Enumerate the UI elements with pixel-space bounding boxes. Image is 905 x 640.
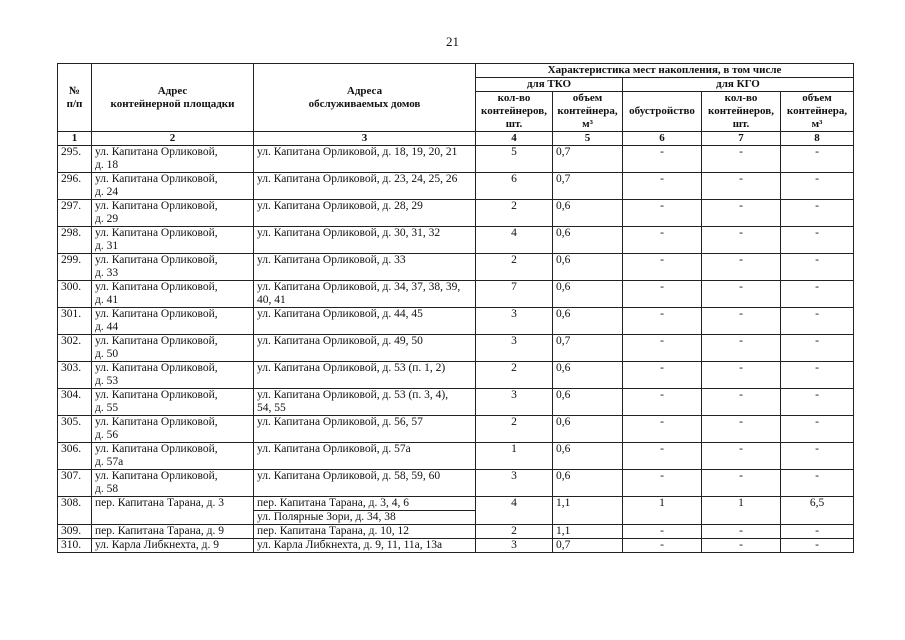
tko-container-volume: 0,6 [553, 362, 623, 389]
arrangement-value: - [623, 470, 702, 497]
site-address: ул. Капитана Орликовой, д. 58 [92, 470, 254, 497]
row-number: 310. [58, 539, 92, 553]
site-address: ул. Капитана Орликовой, д. 29 [92, 200, 254, 227]
kgo-container-count: - [702, 525, 781, 539]
tko-container-volume: 0,7 [553, 539, 623, 553]
arrangement-value: - [623, 416, 702, 443]
tko-container-volume: 1,1 [553, 525, 623, 539]
column-number: 1 [58, 132, 92, 146]
kgo-container-count: - [702, 539, 781, 553]
served-addresses: ул. Капитана Орликовой, д. 33 [254, 254, 476, 281]
header-num: № п/п [58, 64, 92, 132]
row-number: 302. [58, 335, 92, 362]
row-number: 304. [58, 389, 92, 416]
kgo-container-count: - [702, 470, 781, 497]
header-served: Адреса обслуживаемых домов [254, 64, 476, 132]
header-tko-count: кол-во контейнеров, шт. [476, 92, 553, 132]
tko-container-count: 1 [476, 443, 553, 470]
kgo-container-count: - [702, 146, 781, 173]
arrangement-value: - [623, 146, 702, 173]
kgo-container-volume: - [781, 416, 854, 443]
tko-container-volume: 0,6 [553, 389, 623, 416]
kgo-container-count: 1 [702, 497, 781, 525]
row-number: 306. [58, 443, 92, 470]
tko-container-count: 3 [476, 389, 553, 416]
header-kgo-count: кол-во контейнеров, шт. [702, 92, 781, 132]
kgo-container-count: - [702, 443, 781, 470]
column-number: 7 [702, 132, 781, 146]
row-number: 305. [58, 416, 92, 443]
site-address: ул. Капитана Орликовой, д. 50 [92, 335, 254, 362]
kgo-container-volume: - [781, 525, 854, 539]
header-characteristics: Характеристика мест накопления, в том числе [476, 64, 854, 78]
arrangement-value: - [623, 389, 702, 416]
row-number: 299. [58, 254, 92, 281]
tko-container-volume: 0,6 [553, 281, 623, 308]
header-kgo-volume: объем контейнера, м³ [781, 92, 854, 132]
tko-container-volume: 1,1 [553, 497, 623, 525]
served-addresses: ул. Капитана Орликовой, д. 53 (п. 1, 2) [254, 362, 476, 389]
served-addresses: ул. Капитана Орликовой, д. 57а [254, 443, 476, 470]
tko-container-count: 4 [476, 497, 553, 525]
column-number-row [58, 132, 854, 146]
served-addresses: пер. Капитана Тарана, д. 3, 4, 6 ул. Полярные Зори, д. 34, 38 [254, 497, 476, 525]
arrangement-value: - [623, 281, 702, 308]
arrangement-value: - [623, 525, 702, 539]
kgo-container-volume: - [781, 254, 854, 281]
row-number: 295. [58, 146, 92, 173]
site-address: ул. Капитана Орликовой, д. 24 [92, 173, 254, 200]
served-addresses-extra: ул. Полярные Зори, д. 34, 38 [254, 510, 475, 524]
table-row [58, 146, 854, 173]
served-addresses: ул. Капитана Орликовой, д. 18, 19, 20, 21 [254, 146, 476, 173]
served-addresses: ул. Капитана Орликовой, д. 34, 37, 38, 39, 40, 41 [254, 281, 476, 308]
table-row [58, 416, 854, 443]
arrangement-value: - [623, 308, 702, 335]
tko-container-count: 3 [476, 308, 553, 335]
tko-container-count: 3 [476, 539, 553, 553]
arrangement-value: - [623, 254, 702, 281]
row-number: 296. [58, 173, 92, 200]
row-number: 309. [58, 525, 92, 539]
site-address: ул. Капитана Орликовой, д. 44 [92, 308, 254, 335]
tko-container-count: 2 [476, 362, 553, 389]
served-addresses: ул. Капитана Орликовой, д. 28, 29 [254, 200, 476, 227]
table-row [58, 335, 854, 362]
site-address: ул. Капитана Орликовой, д. 18 [92, 146, 254, 173]
column-number: 6 [623, 132, 702, 146]
table-row [58, 254, 854, 281]
kgo-container-volume: - [781, 308, 854, 335]
served-addresses: пер. Капитана Тарана, д. 10, 12 [254, 525, 476, 539]
arrangement-value: - [623, 173, 702, 200]
served-addresses: ул. Капитана Орликовой, д. 23, 24, 25, 26 [254, 173, 476, 200]
tko-container-volume: 0,6 [553, 416, 623, 443]
table-row [58, 525, 854, 539]
header-kgo: для КГО [623, 78, 854, 92]
served-addresses: ул. Карла Либкнехта, д. 9, 11, 11а, 13а [254, 539, 476, 553]
kgo-container-volume: - [781, 539, 854, 553]
site-address: ул. Капитана Орликовой, д. 53 [92, 362, 254, 389]
table-row [58, 389, 854, 416]
tko-container-count: 5 [476, 146, 553, 173]
row-number: 301. [58, 308, 92, 335]
table-row [58, 362, 854, 389]
tko-container-count: 2 [476, 254, 553, 281]
kgo-container-count: - [702, 173, 781, 200]
tko-container-count: 7 [476, 281, 553, 308]
table-row [58, 497, 854, 525]
table-row [58, 308, 854, 335]
kgo-container-volume: - [781, 146, 854, 173]
arrangement-value: - [623, 335, 702, 362]
site-address: ул. Капитана Орликовой, д. 41 [92, 281, 254, 308]
tko-container-count: 6 [476, 173, 553, 200]
kgo-container-volume: - [781, 362, 854, 389]
table-row [58, 443, 854, 470]
kgo-container-count: - [702, 362, 781, 389]
column-number: 8 [781, 132, 854, 146]
table-row [58, 470, 854, 497]
tko-container-volume: 0,6 [553, 308, 623, 335]
header-address: Адрес контейнерной площадки [92, 64, 254, 132]
tko-container-count: 4 [476, 227, 553, 254]
table-row [58, 227, 854, 254]
header-tko-volume: объем контейнера, м³ [553, 92, 623, 132]
arrangement-value: - [623, 539, 702, 553]
kgo-container-volume: - [781, 335, 854, 362]
column-number: 3 [254, 132, 476, 146]
column-number: 5 [553, 132, 623, 146]
kgo-container-volume: - [781, 227, 854, 254]
kgo-container-volume: 6,5 [781, 497, 854, 525]
kgo-container-count: - [702, 335, 781, 362]
served-addresses: ул. Капитана Орликовой, д. 53 (п. 3, 4), 54, 55 [254, 389, 476, 416]
tko-container-volume: 0,7 [553, 335, 623, 362]
table-row [58, 173, 854, 200]
kgo-container-volume: - [781, 389, 854, 416]
kgo-container-volume: - [781, 200, 854, 227]
served-addresses: ул. Капитана Орликовой, д. 49, 50 [254, 335, 476, 362]
arrangement-value: - [623, 443, 702, 470]
site-address: ул. Капитана Орликовой, д. 31 [92, 227, 254, 254]
arrangement-value: - [623, 362, 702, 389]
row-number: 308. [58, 497, 92, 525]
table-row [58, 281, 854, 308]
kgo-container-count: - [702, 200, 781, 227]
served-addresses: ул. Капитана Орликовой, д. 58, 59, 60 [254, 470, 476, 497]
header-arrangement: обустройство [623, 92, 702, 132]
tko-container-count: 2 [476, 200, 553, 227]
site-address: ул. Капитана Орликовой, д. 56 [92, 416, 254, 443]
row-number: 297. [58, 200, 92, 227]
kgo-container-count: - [702, 308, 781, 335]
site-address: ул. Карла Либкнехта, д. 9 [92, 539, 254, 553]
kgo-container-count: - [702, 389, 781, 416]
site-address: ул. Капитана Орликовой, д. 33 [92, 254, 254, 281]
arrangement-value: 1 [623, 497, 702, 525]
kgo-container-volume: - [781, 443, 854, 470]
kgo-container-volume: - [781, 173, 854, 200]
tko-container-volume: 0,6 [553, 443, 623, 470]
tko-container-volume: 0,6 [553, 200, 623, 227]
row-number: 300. [58, 281, 92, 308]
site-address: пер. Капитана Тарана, д. 3 [92, 497, 254, 525]
kgo-container-volume: - [781, 281, 854, 308]
kgo-container-count: - [702, 254, 781, 281]
table-row [58, 200, 854, 227]
served-addresses: ул. Капитана Орликовой, д. 56, 57 [254, 416, 476, 443]
column-number: 4 [476, 132, 553, 146]
container-sites-table [57, 63, 854, 553]
site-address: ул. Капитана Орликовой, д. 57а [92, 443, 254, 470]
served-addresses: ул. Капитана Орликовой, д. 44, 45 [254, 308, 476, 335]
tko-container-volume: 0,6 [553, 470, 623, 497]
tko-container-volume: 0,6 [553, 227, 623, 254]
row-number: 298. [58, 227, 92, 254]
tko-container-volume: 0,7 [553, 173, 623, 200]
header-tko: для ТКО [476, 78, 623, 92]
kgo-container-count: - [702, 227, 781, 254]
tko-container-volume: 0,7 [553, 146, 623, 173]
tko-container-volume: 0,6 [553, 254, 623, 281]
kgo-container-count: - [702, 281, 781, 308]
served-addresses: ул. Капитана Орликовой, д. 30, 31, 32 [254, 227, 476, 254]
kgo-container-count: - [702, 416, 781, 443]
page-number: 21 [446, 34, 459, 49]
arrangement-value: - [623, 200, 702, 227]
kgo-container-volume: - [781, 470, 854, 497]
arrangement-value: - [623, 227, 702, 254]
tko-container-count: 2 [476, 416, 553, 443]
table-body [58, 146, 854, 553]
tko-container-count: 3 [476, 470, 553, 497]
row-number: 307. [58, 470, 92, 497]
column-number: 2 [92, 132, 254, 146]
row-number: 303. [58, 362, 92, 389]
tko-container-count: 2 [476, 525, 553, 539]
site-address: пер. Капитана Тарана, д. 9 [92, 525, 254, 539]
site-address: ул. Капитана Орликовой, д. 55 [92, 389, 254, 416]
table-row [58, 539, 854, 553]
tko-container-count: 3 [476, 335, 553, 362]
